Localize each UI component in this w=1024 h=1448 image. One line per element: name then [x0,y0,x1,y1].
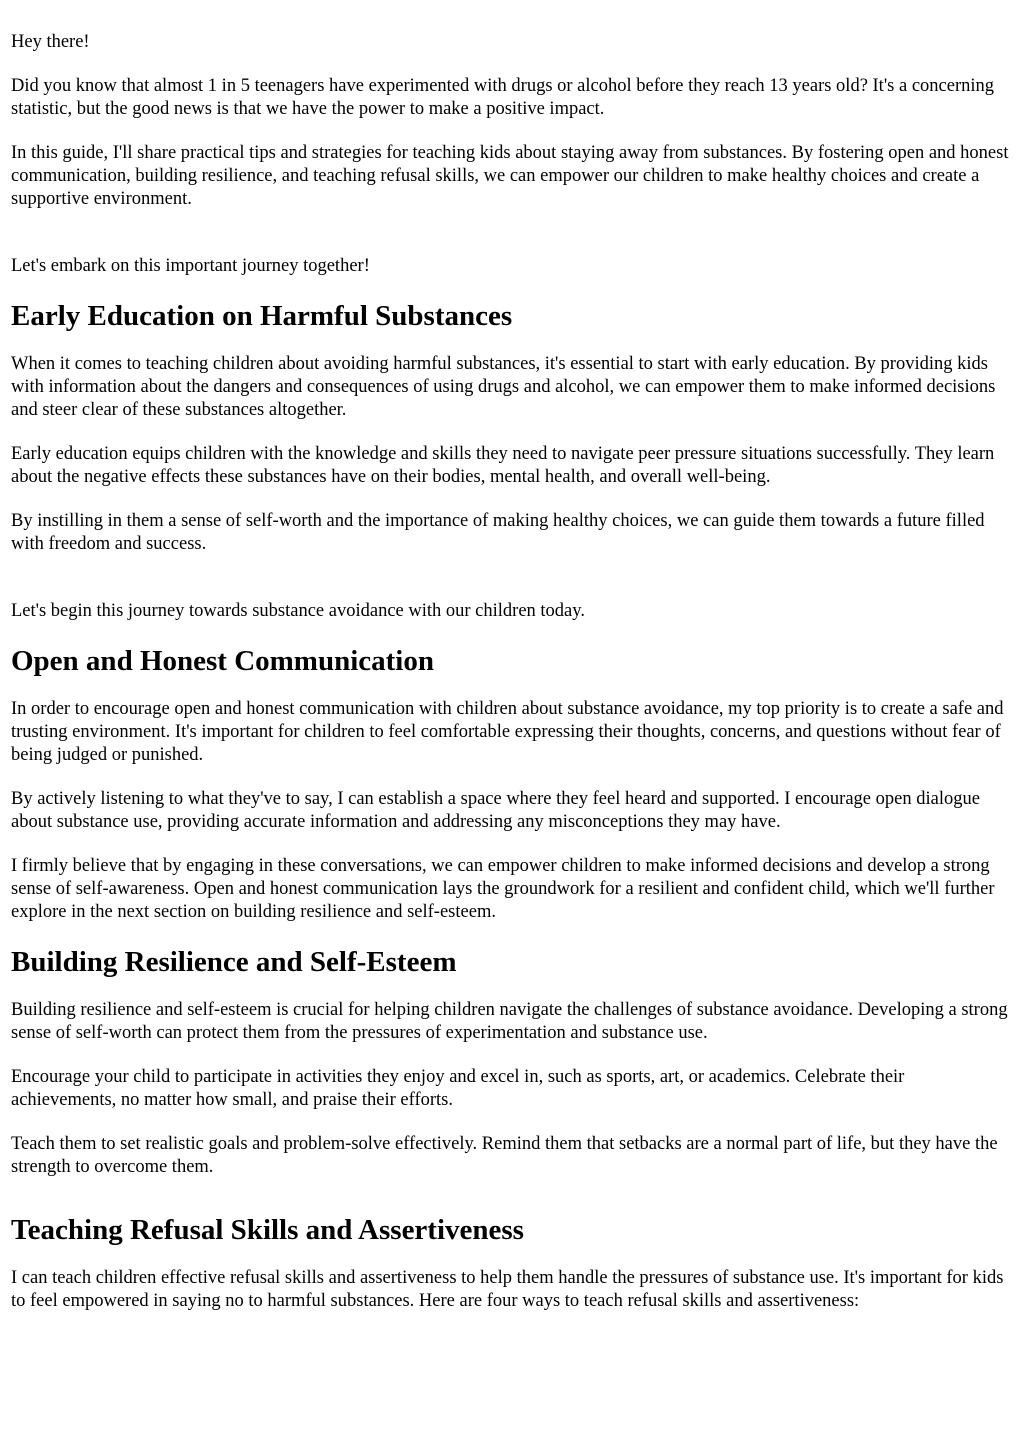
section-paragraph: In order to encourage open and honest communication with children about substance avoidance, my top priority is to create a safe and trusting environment. It's important for children to feel comfortable expressing their thoughts, concerns, and questions without fear of being judged or punished. [11,699,1004,765]
section-heading-early-education: Early Education on Harmful Substances [11,300,513,332]
intro-closing: Let's embark on this important journey together! [11,256,370,276]
intro-paragraph: In this guide, I'll share practical tips and strategies for teaching kids about staying away from substances. By fostering open and honest communication, building resilience, and teaching refusal skills, we can empower our children to make healthy choices and create a supportive environment. [11,143,1009,209]
intro-paragraph: Did you know that almost 1 in 5 teenagers have experimented with drugs or alcohol before they reach 13 years old? It's a concerning statistic, but the good news is that we have the power to make a positive impact. [11,76,995,119]
section-heading-refusal-skills: Teaching Refusal Skills and Assertiveness [11,1214,524,1246]
section-paragraph: Early education equips children with the knowledge and skills they need to navigate peer pressure situations successfully. They learn about the negative effects these substances have on their bodies, mental health, and overall well-being. [11,444,995,487]
section-paragraph: By instilling in them a sense of self-worth and the importance of making healthy choices, we can guide them towards a future filled with freedom and success. [11,511,985,554]
section-paragraph: By actively listening to what they've to say, I can establish a space where they feel heard and supported. I encourage open dialogue about substance use, providing accurate information and addressing any misconceptions they may have. [11,789,980,832]
section-paragraph: When it comes to teaching children about avoiding harmful substances, it's essential to start with early education. By providing kids with information about the dangers and consequences of using drugs and alcohol, we can empower them to make informed decisions and steer clear of these substances altogether. [11,354,996,420]
section-paragraph: Encourage your child to participate in activities they enjoy and excel in, such as sports, art, or academics. Celebrate their achievements, no matter how small, and praise their efforts. [11,1067,905,1110]
greeting-text: Hey there! [11,32,90,52]
section-paragraph: Building resilience and self-esteem is crucial for helping children navigate the challenges of substance avoidance. Developing a strong sense of self-worth can protect them from the pressures of experimentation and substance use. [11,1000,1008,1043]
section-heading-communication: Open and Honest Communication [11,645,434,677]
section-paragraph: Teach them to set realistic goals and problem-solve effectively. Remind them that setbacks are a normal part of life, but they have the strength to overcome them. [11,1134,998,1177]
section-paragraph: I can teach children effective refusal skills and assertiveness to help them handle the pressures of substance use. It's important for kids to feel empowered in saying no to harmful substances. Here are four ways to teach refusal skills and assertiveness: [11,1268,1004,1311]
section-paragraph: Let's begin this journey towards substance avoidance with our children today. [11,601,585,621]
section-heading-resilience: Building Resilience and Self-Esteem [11,946,457,978]
section-paragraph: I firmly believe that by engaging in these conversations, we can empower children to make informed decisions and develop a strong sense of self-awareness. Open and honest communication lays the groundwork for a resilient and confident child, which we'll further explore in the next section on building resilience and self-esteem. [11,856,995,922]
